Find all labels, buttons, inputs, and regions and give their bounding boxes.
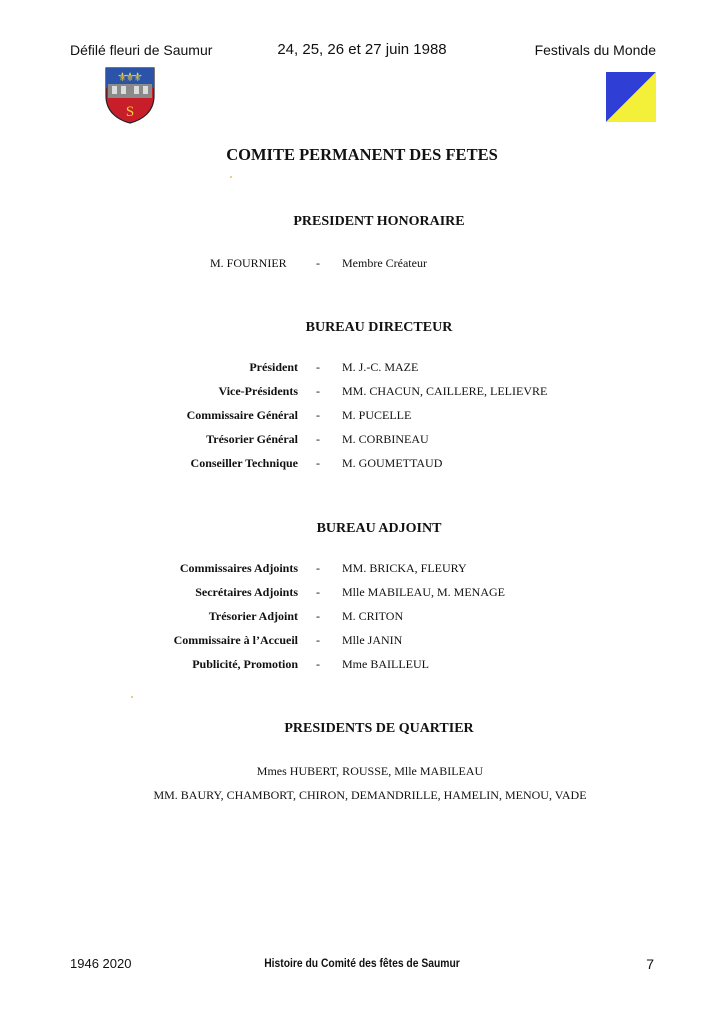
member-names: M. CRITON [342,609,404,623]
member-names: MM. CHACUN, CAILLERE, LELIEVRE [342,384,548,398]
role-label: Publicité, Promotion [192,657,298,671]
crest-letter: S [125,104,135,120]
bureau-directeur-row [0,456,724,474]
svg-text:⚜: ⚜ [117,70,128,84]
presidents-quartier-line-2: MM. BAURY, CHAMBORT, CHIRON, DEMANDRILLE, HAMELIN, MENOU, VADE [153,788,587,802]
role-label: Président [249,360,298,374]
separator: - [316,360,320,374]
scan-speck [230,176,232,178]
separator: - [316,609,320,623]
role-label: Secrétaires Adjoints [195,585,298,599]
bureau-adjoint-row [0,585,724,603]
presidents-quartier-heading: PRESIDENTS DE QUARTIER [284,721,474,736]
scan-speck [131,696,133,698]
bureau-directeur-heading: BUREAU DIRECTEUR [305,320,453,335]
footer-years: 1946 2020 [70,956,132,971]
role-label: Commissaire Général [186,408,298,422]
header-right-text: Festivals du Monde [534,42,656,58]
role-label: Conseiller Technique [190,456,298,470]
footer-title: Histoire du Comité des fêtes de Saumur [264,956,460,970]
honorary-president-role: Membre Créateur [342,256,427,270]
separator: - [316,657,320,671]
page-number: 7 [646,956,654,972]
separator: - [316,456,320,470]
svg-text:⚜: ⚜ [132,70,143,84]
header-left-text: Défilé fleuri de Saumur [70,42,213,58]
honorary-president-separator: - [316,256,320,270]
festival-flag-icon [606,72,656,122]
page-title: COMITE PERMANENT DES FETES [226,145,498,164]
saumur-coat-of-arms-icon [104,66,156,124]
bureau-adjoint-row [0,633,724,651]
president-honoraire-heading: PRESIDENT HONORAIRE [293,214,465,229]
bureau-directeur-row [0,432,724,450]
separator: - [316,384,320,398]
role-label: Commissaires Adjoints [179,561,298,575]
role-label: Trésorier Adjoint [208,609,298,623]
bureau-adjoint-row [0,657,724,675]
separator: - [316,585,320,599]
member-names: Mlle MABILEAU, M. MENAGE [342,585,505,599]
bureau-adjoint-row [0,609,724,627]
separator: - [316,408,320,422]
bureau-directeur-row [0,360,724,378]
role-label: Trésorier Général [206,432,298,446]
bureau-directeur-row [0,384,724,402]
bureau-adjoint-row [0,561,724,579]
bureau-adjoint-heading: BUREAU ADJOINT [316,521,442,536]
svg-text:⚜: ⚜ [124,70,136,84]
member-names: M. J.-C. MAZE [342,360,419,374]
member-names: Mlle JANIN [342,633,403,647]
separator: - [316,432,320,446]
separator: - [316,561,320,575]
member-names: M. CORBINEAU [342,432,429,446]
member-names: M. PUCELLE [342,408,412,422]
member-names: Mme BAILLEUL [342,657,429,671]
role-label: Commissaire à l’Accueil [173,633,298,647]
bureau-directeur-row [0,408,724,426]
header-dates: 24, 25, 26 et 27 juin 1988 [277,41,447,58]
separator: - [316,633,320,647]
member-names: M. GOUMETTAUD [342,456,443,470]
presidents-quartier-line-1: Mmes HUBERT, ROUSSE, Mlle MABILEAU [256,764,484,778]
role-label: Vice-Présidents [218,384,298,398]
honorary-president-name: M. FOURNIER [210,256,287,270]
member-names: MM. BRICKA, FLEURY [342,561,467,575]
